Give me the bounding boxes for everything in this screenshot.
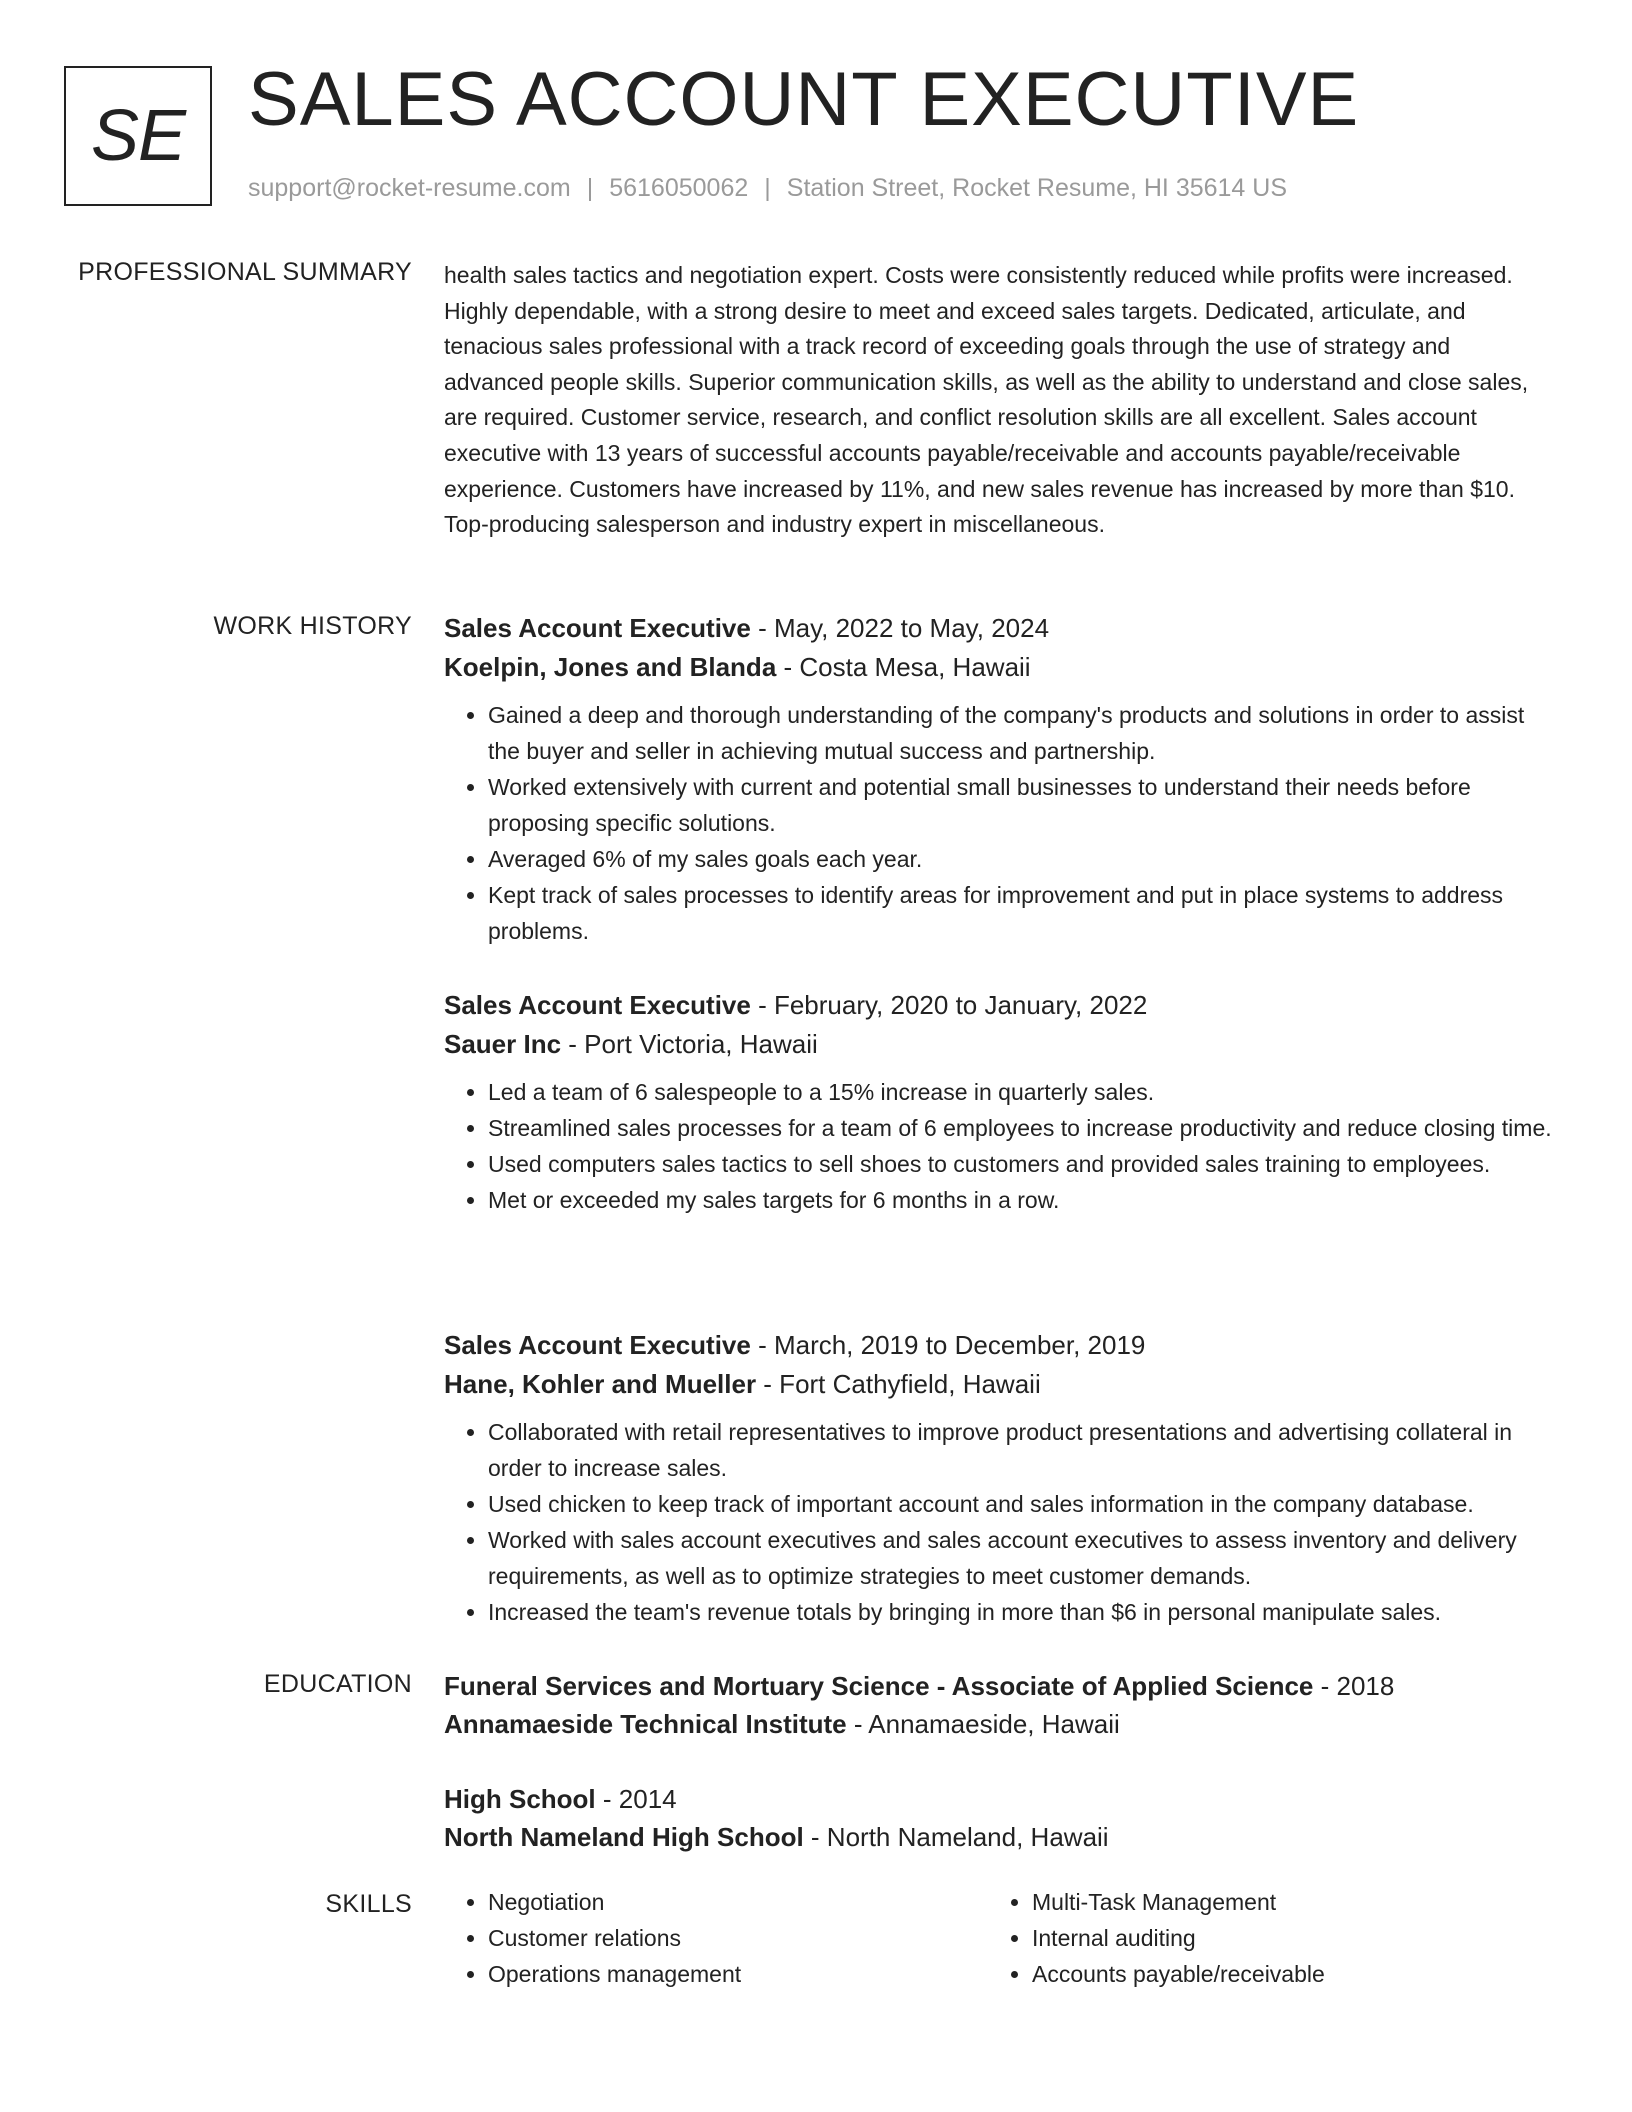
- skill-item: • Multi-Task Management: [1032, 1884, 1325, 1920]
- job-title: Sales Account Executive: [444, 1330, 751, 1360]
- job-company-line: [444, 1365, 1554, 1404]
- education-degree: Funeral Services and Mortuary Science - Associate of Applied Science: [444, 1671, 1314, 1701]
- job-entry: [444, 986, 1554, 1218]
- job-location: - Port Victoria, Hawaii: [561, 1029, 818, 1059]
- job-location: - Costa Mesa, Hawaii: [776, 652, 1031, 682]
- education-school: Annamaeside Technical Institute: [444, 1709, 847, 1739]
- initials-monogram: [64, 66, 212, 206]
- skills-heading: SKILLS: [325, 1890, 412, 1918]
- job-dates: - February, 2020 to January, 2022: [750, 990, 1148, 1020]
- job-location: - Fort Cathyfield, Hawaii: [756, 1369, 1041, 1399]
- job-bullet: • Worked extensively with current and potential small businesses to understand their needs before proposing specific solutions.: [488, 769, 1554, 841]
- education-location: - North Nameland, Hawaii: [803, 1822, 1109, 1852]
- skills-list-left: [444, 1884, 741, 1992]
- job-bullet: • Gained a deep and thorough understanding of the company's products and solutions in order to assist the buyer and seller in achieving mutual success and partnership.: [488, 697, 1554, 769]
- summary-text: health sales tactics and negotiation expert. Costs were consistently reduced while profits were increased. Highly dependable, with a strong desire to meet and exceed sales targets. Dedicated, articulate, and tenacious sales professional with a track record of exceeding goals through the use of strategy and advanced people skills. Superior communication skills, as well as the ability to understand and close sales, are required. Customer service, research, and conflict resolution skills are all excellent. Sales account executive with 13 years of successful accounts payable/receivable and accounts payable/receivable experience. Customers have increased by 11%, and new sales revenue has increased by more than $10. Top-producing salesperson and industry expert in miscellaneous.: [444, 262, 1529, 538]
- skills-list-right: [988, 1884, 1325, 1992]
- skill-item: • Operations management: [488, 1956, 741, 1992]
- contact-separator: |: [586, 174, 594, 202]
- skill-item: • Accounts payable/receivable: [1032, 1956, 1325, 1992]
- job-bullets: [444, 1414, 1554, 1630]
- job-title-line: [444, 986, 1554, 1025]
- contact-email[interactable]: support@rocket-resume.com: [248, 174, 571, 202]
- contact-address: Station Street, Rocket Resume, HI 35614 US: [786, 174, 1288, 202]
- contact-separator: |: [764, 174, 771, 202]
- job-bullet: • Streamlined sales processes for a team of 6 employees to increase productivity and reduce closing time.: [488, 1110, 1554, 1146]
- education-degree-line: [444, 1667, 1554, 1705]
- job-title-line: [444, 609, 1554, 648]
- job-bullet: • Worked with sales account executives and sales account executives to assess inventory and delivery requirements, as well as to optimize strategies to meet customer demands.: [488, 1522, 1554, 1594]
- job-bullet: • Averaged 6% of my sales goals each year.: [488, 841, 1554, 877]
- education-school: North Nameland High School: [444, 1822, 804, 1852]
- education-heading: EDUCATION: [263, 1670, 412, 1698]
- education-location: - Annamaeside, Hawaii: [846, 1709, 1120, 1739]
- skill-item: • Negotiation: [488, 1884, 741, 1920]
- job-bullet: • Met or exceeded my sales targets for 6 months in a row.: [488, 1182, 1554, 1218]
- education-entry: [444, 1667, 1554, 1743]
- job-bullet: • Increased the team's revenue totals by bringing in more than $6 in personal manipulate sales.: [488, 1594, 1554, 1630]
- education-degree: High School: [444, 1784, 596, 1814]
- education-school-line: [444, 1818, 1554, 1856]
- job-bullets: [444, 697, 1554, 949]
- job-bullets: [444, 1074, 1554, 1218]
- work-history-heading: WORK HISTORY: [213, 612, 412, 640]
- summary-heading: PROFESSIONAL SUMMARY: [78, 258, 412, 286]
- education-school-line: [444, 1705, 1554, 1743]
- job-dates: - May, 2022 to May, 2024: [750, 613, 1050, 643]
- job-company: Sauer Inc: [444, 1029, 562, 1059]
- job-company: Hane, Kohler and Mueller: [444, 1369, 757, 1399]
- job-company-line: [444, 648, 1554, 687]
- job-entry: [444, 609, 1554, 949]
- skill-item: • Internal auditing: [1032, 1920, 1325, 1956]
- job-title: Sales Account Executive: [444, 613, 751, 643]
- job-company: Koelpin, Jones and Blanda: [444, 652, 777, 682]
- job-title-line: [444, 1326, 1554, 1365]
- education-degree-line: [444, 1780, 1554, 1818]
- job-bullet: • Collaborated with retail representatives to improve product presentations and advertising collateral in order to increase sales.: [488, 1414, 1554, 1486]
- job-dates: - March, 2019 to December, 2019: [750, 1330, 1146, 1360]
- job-company-line: [444, 1025, 1554, 1064]
- job-bullet: • Used chicken to keep track of important account and sales information in the company database.: [488, 1486, 1554, 1522]
- job-bullet: • Led a team of 6 salespeople to a 15% increase in quarterly sales.: [488, 1074, 1554, 1110]
- job-entry: [444, 1326, 1554, 1630]
- education-year: - 2018: [1313, 1671, 1395, 1701]
- job-bullet: • Used computers sales tactics to sell shoes to customers and provided sales training to employees.: [488, 1146, 1554, 1182]
- contact-line: [248, 174, 1287, 203]
- skill-item: • Customer relations: [488, 1920, 741, 1956]
- job-title: Sales Account Executive: [444, 990, 751, 1020]
- education-year: - 2014: [595, 1784, 677, 1814]
- contact-phone[interactable]: 5616050062: [609, 174, 749, 202]
- initials-text: SE: [90, 96, 186, 176]
- education-entry: [444, 1780, 1554, 1856]
- resume-title: SALES ACCOUNT EXECUTIVE: [248, 57, 1360, 142]
- job-bullet: • Kept track of sales processes to identify areas for improvement and put in place systems to address problems.: [488, 877, 1554, 949]
